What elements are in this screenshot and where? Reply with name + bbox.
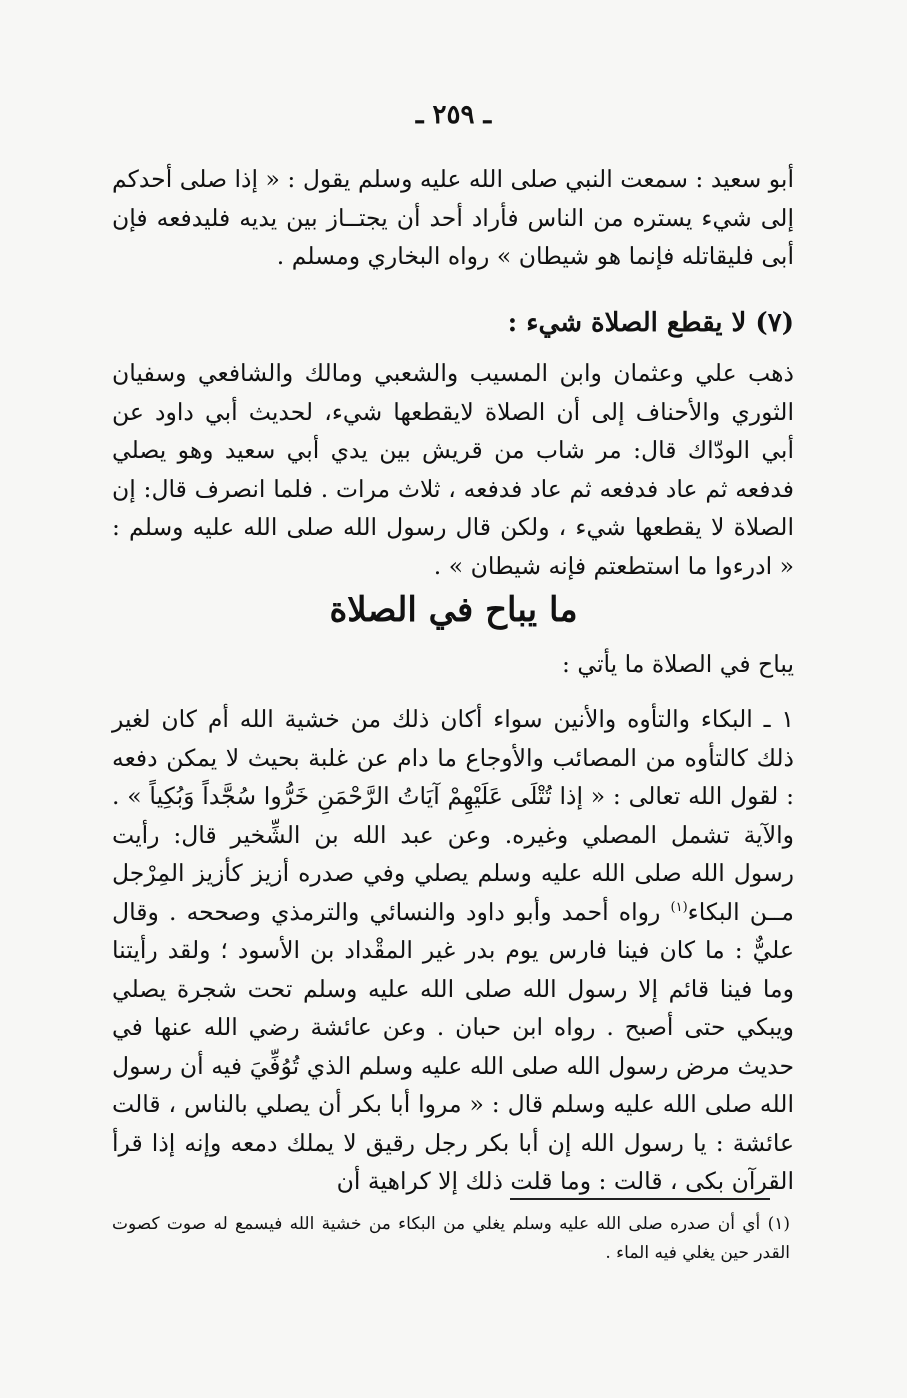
footnote <box>112 1210 790 1268</box>
paragraph-text: ذهب علي وعثمان وابن المسيب والشعبي ومالك والشافعي وسفيان الثوري والأحناف إلى أن الصلاة لايقطعها شيء، لحديث أبي داود عن أبي الودّاك قال: مر شاب من قريش بين يدي أبي سعيد وهو يصلي فدفعه ثم عاد فدفعه ثم عاد فدفعه ، ثلاث مرات . فلما انصرف قال: إن الصلاة لا يقطعها شيء ، ولكن قال رسول الله صلى الله عليه وسلم : « ادرءوا ما استطعتم فإنه شيطان » . <box>112 359 794 580</box>
section-heading-7: (٧) لا يقطع الصلاة شيء : <box>507 308 794 338</box>
footnote-marker: (١) <box>670 899 688 915</box>
paragraph-text: أبو سعيد : سمعت النبي صلى الله عليه وسلم يقول : « إذا صلى أحدكم إلى شيء يستره من الناس فأراد أحد أن يجتــاز بين يديه فليدفعه فإن أبى فليقاتله فإنما هو شيطان » رواه البخاري ومسلم . <box>112 165 794 270</box>
footnote-separator <box>510 1198 770 1200</box>
chapter-title: ما يباح في الصلاة <box>329 590 578 630</box>
intro-line: يباح في الصلاة ما يأتي : <box>561 650 794 678</box>
paragraph-prayer-not-interrupted <box>112 354 794 585</box>
paragraph-text <box>112 700 794 1201</box>
paragraph-text-part-1: ١ ـ البكاء والتأوه والأنين سواء أكان ذلك من خشية الله أم كان لغير ذلك كالتأوه من المصائب والأوجاع ما دام عن غلبة بحيث لا يمكن دفعه : لقول الله تعالى : « إذا تُتْلَى عَلَيْهِمْ آيَاتُ الرَّحْمَنِ خَرُّوا سُجَّداً وَبُكِياً » . والآية تشمل المصلي وغيره. وعن عبد الله بن الشِّخير قال: رأيت رسول الله صلى الله عليه وسلم يصلي وفي صدره أزيز كأزيز المِرْجل مــن البكاء <box>112 705 794 926</box>
paragraph-weeping-in-prayer <box>112 700 794 1201</box>
footnote-text: (١) أي أن صدره صلى الله عليه وسلم يغلي من البكاء من خشية الله فيسمع له صوت كصوت القدر حين يغلي فيه الماء . <box>112 1214 790 1263</box>
page-number: ـ ٢٥٩ ـ <box>415 100 492 130</box>
paragraph-abu-said-hadith <box>112 160 794 276</box>
paragraph-text-part-2: رواه أحمد وأبو داود والنسائي والترمذي وصححه . وقال عليٌّ : ما كان فينا فارس يوم بدر غير المقْداد بن الأسود ؛ ولقد رأيتنا وما فينا قائم إلا رسول الله صلى الله عليه وسلم تحت شجرة يصلي ويبكي حتى أصبح . رواه ابن حبان . وعن عائشة رضي الله عنها في حديث مرض رسول الله صلى الله عليه وسلم الذي تُوُفِّيَ فيه أن رسول الله صلى الله عليه وسلم قال : « مروا أبا بكر أن يصلي بالناس ، قالت عائشة : يا رسول الله إن أبا بكر رجل رقيق لا يملك دمعه وإنه إذا قرأ القرآن بكى ، قالت : وما قلت ذلك إلا كراهية أن <box>112 897 794 1195</box>
